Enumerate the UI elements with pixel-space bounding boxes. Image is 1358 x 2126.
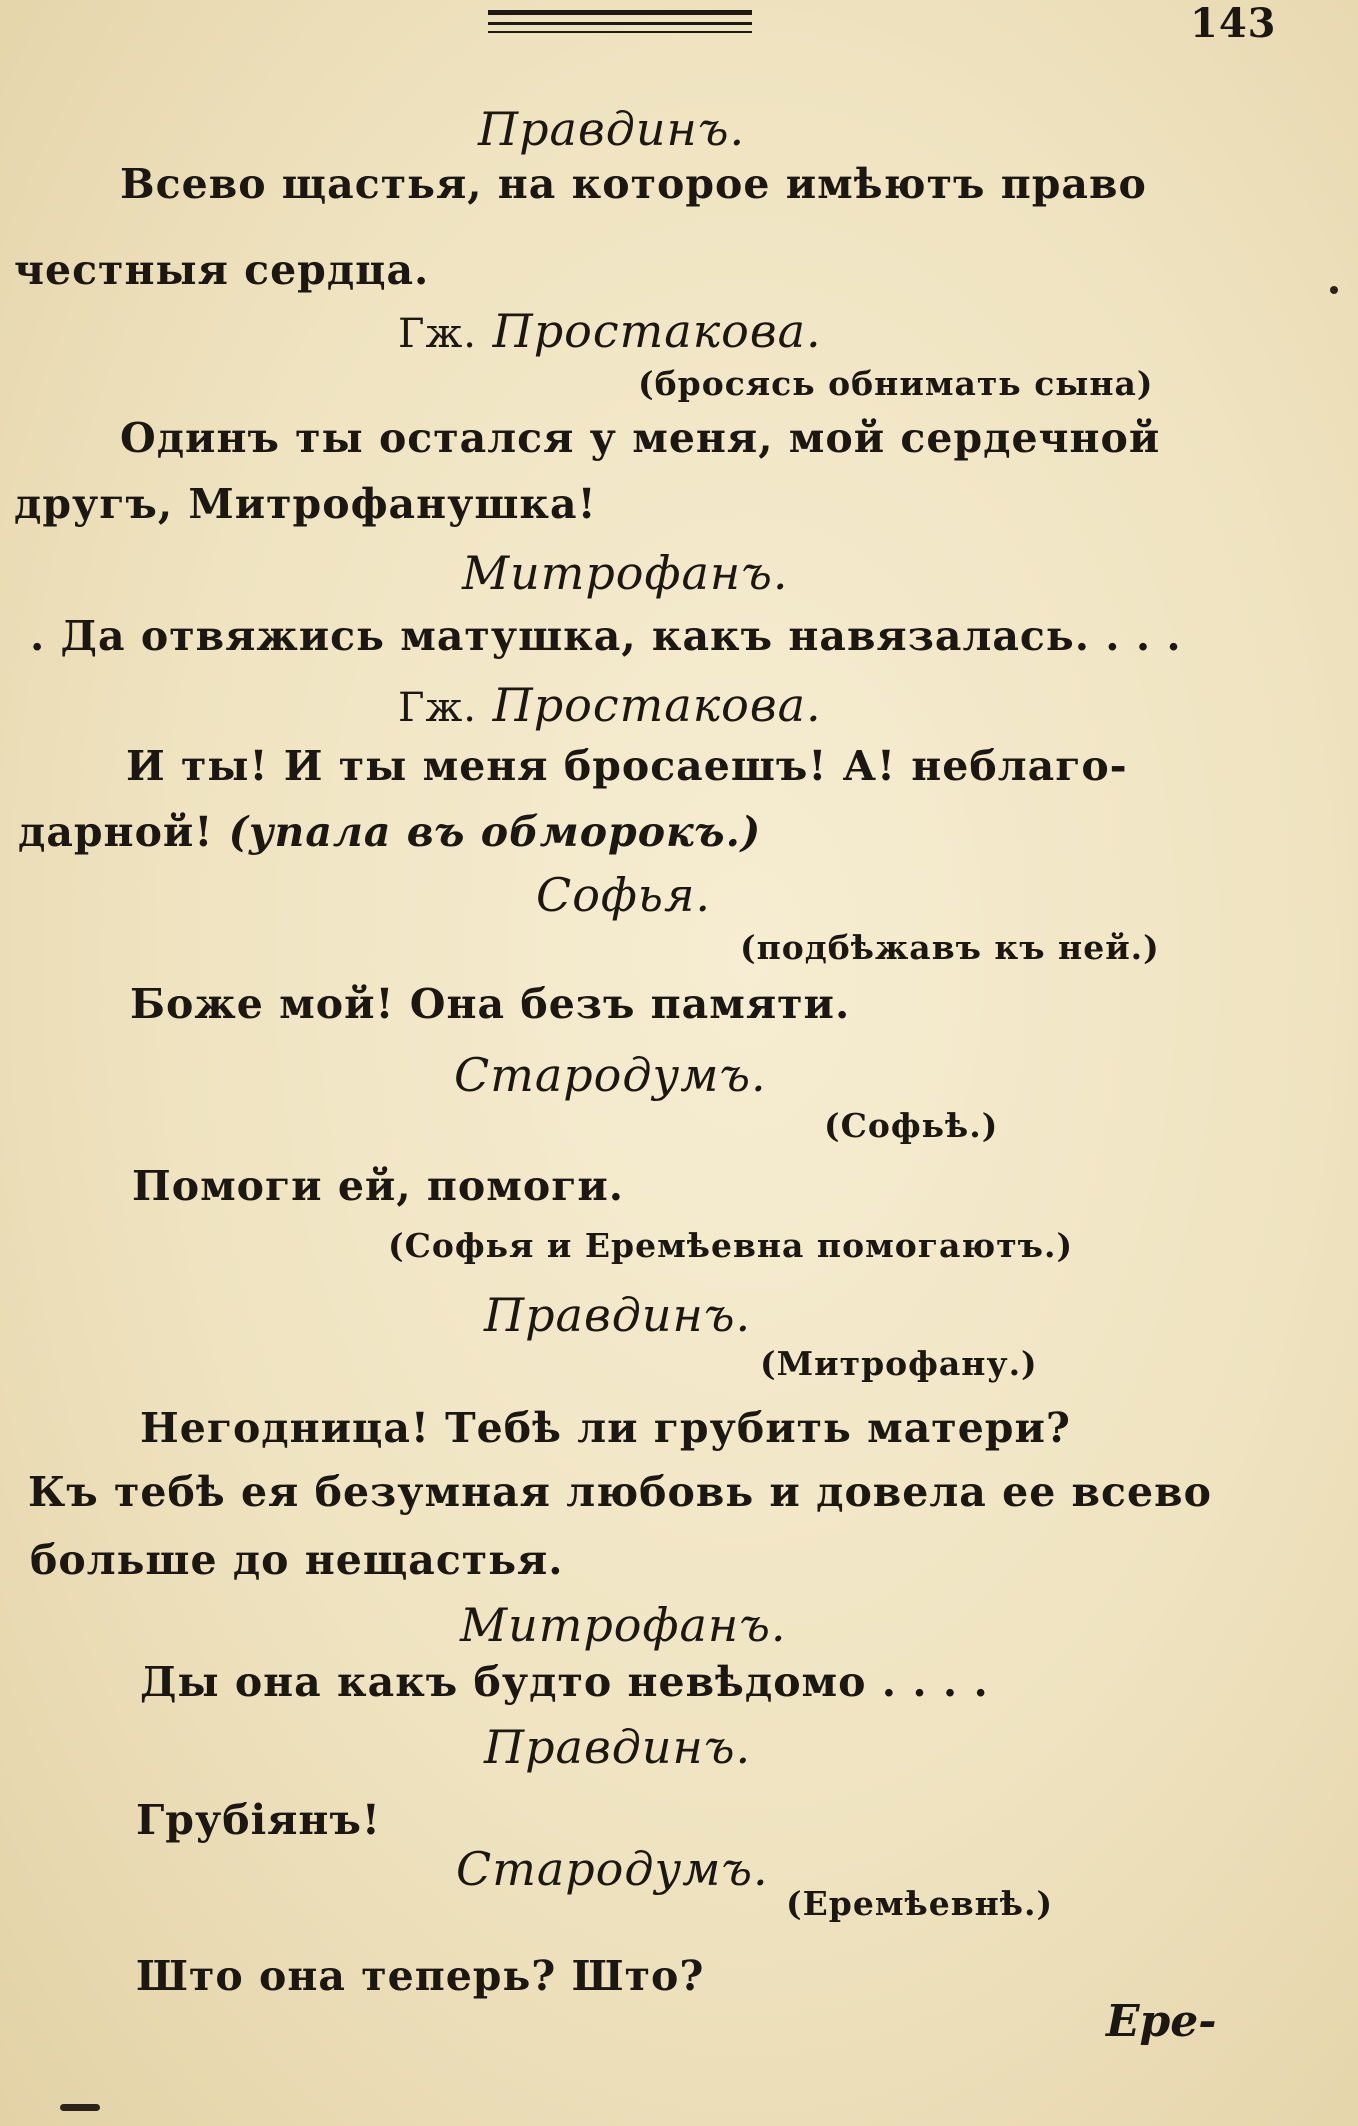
text-line: Всево щастья, на которое имѣютъ право: [120, 160, 1147, 208]
speaker-mitrofan: Митрофанъ.: [460, 1598, 787, 1652]
stage-direction: (Митрофану.): [760, 1344, 1038, 1383]
text-line: другъ, Митрофанушка!: [14, 480, 597, 528]
stage-direction: (Еремѣевнѣ.): [786, 1884, 1054, 1923]
speaker-mitrofan: Митрофанъ.: [462, 546, 789, 600]
speaker-name: Простакова.: [492, 678, 822, 732]
speaker-title: Гж.: [398, 685, 477, 731]
speaker-title: Гж.: [398, 311, 477, 357]
ink-smudge: [60, 2104, 100, 2111]
catchword: Ере-: [1106, 1996, 1217, 2047]
stage-direction: (бросясь обнимать сына): [638, 364, 1154, 403]
text-line: Негодница! Тебѣ ли грубить матери?: [140, 1404, 1071, 1452]
text-line: Грубіянъ!: [136, 1796, 381, 1844]
text-line: Ды она какъ будто невѣдомо . . . .: [140, 1658, 989, 1706]
stage-direction: (подбѣжавъ къ ней.): [740, 928, 1160, 967]
text-line: Боже мой! Она безъ памяти.: [130, 980, 851, 1028]
speaker-starodum: Стародумъ.: [456, 1842, 769, 1896]
speaker-pravdin: Правдинъ.: [484, 1288, 752, 1342]
text-line: Што она теперь? Што?: [136, 1952, 705, 2000]
speaker-pravdin: Правдинъ.: [478, 102, 746, 156]
text-line: Помоги ей, помоги.: [132, 1162, 625, 1210]
header-rule: [488, 31, 752, 33]
text-line: И ты! И ты меня бросаешъ! А! неблаго-: [126, 742, 1128, 790]
text-line: Къ тебѣ ея безумная любовь и довела ее всево: [28, 1468, 1212, 1516]
header-rule: [488, 22, 752, 25]
speaker-prostakova: [398, 678, 822, 732]
text-line: честныя сердца.: [14, 246, 430, 294]
speaker-prostakova: [398, 304, 822, 358]
italic-direction: (упала въ обморокъ.): [228, 808, 762, 856]
text-line: [18, 808, 761, 856]
speaker-name: Простакова.: [492, 304, 822, 358]
text-line: Одинъ ты остался у меня, мой сердечной: [120, 414, 1161, 462]
text-fragment: дарной!: [18, 808, 214, 856]
text-line: больше до нещастья.: [30, 1536, 564, 1584]
speaker-sofya: Софья.: [536, 868, 712, 922]
speaker-pravdin: Правдинъ.: [484, 1720, 752, 1774]
header-rule: [488, 10, 752, 15]
speaker-starodum: Стародумъ.: [454, 1048, 767, 1102]
stage-direction: (Софьѣ.): [824, 1106, 999, 1145]
text-line: . Да отвяжись матушка, какъ навязалась. . . .: [30, 612, 1182, 660]
ink-speck: [1330, 286, 1338, 294]
stage-direction: (Софья и Еремѣевна помогаютъ.): [388, 1226, 1074, 1265]
page-number: 143: [1190, 0, 1277, 47]
